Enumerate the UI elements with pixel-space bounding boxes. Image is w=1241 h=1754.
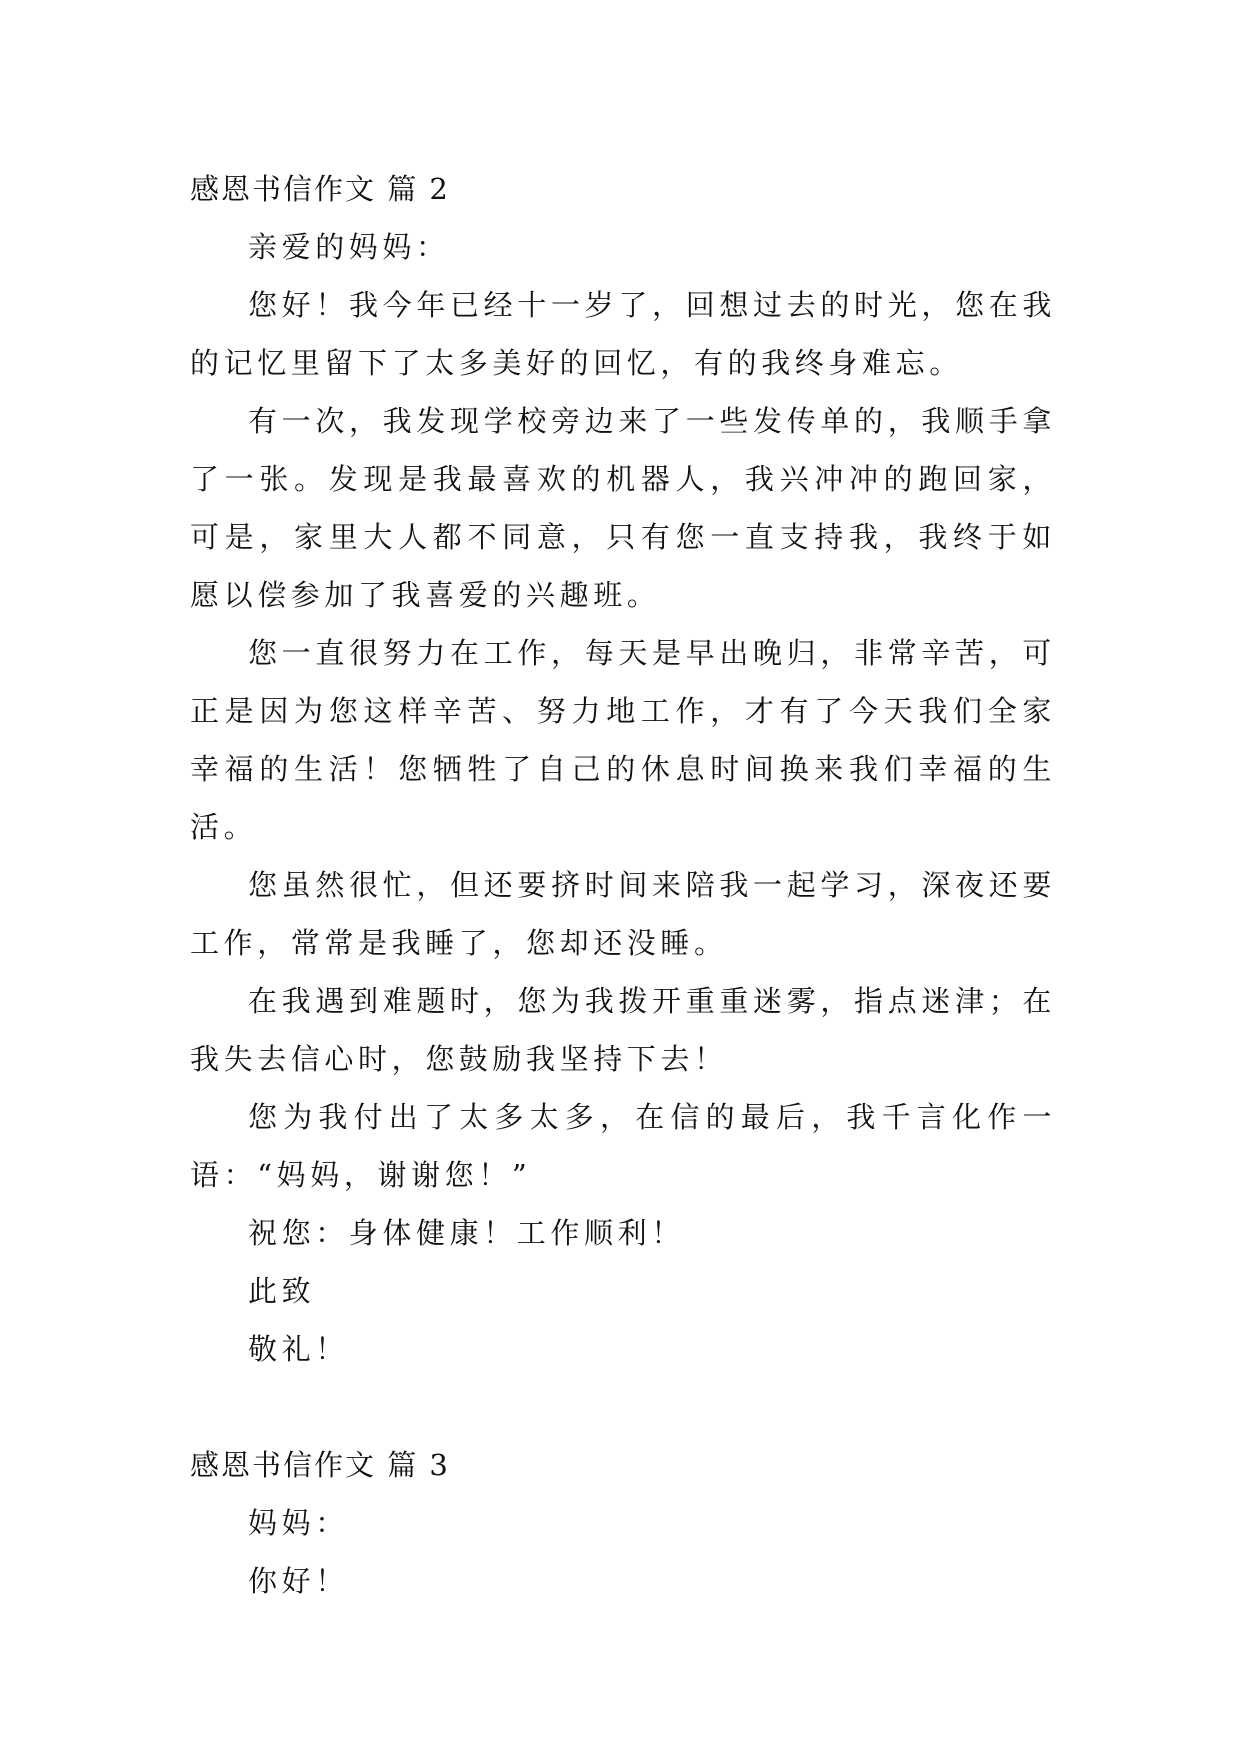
salutation-section-3: 妈妈： [248, 1506, 349, 1540]
paragraph-encouragement: 在我遇到难题时，您为我拨开重重迷雾，指点迷津；在我失去信心时，您鼓励我坚持下去！ [190, 984, 1056, 1076]
paragraph-wishes: 祝您：身体健康！工作顺利！ [248, 1216, 685, 1250]
salutation: 亲爱的妈妈： [248, 230, 450, 264]
paragraph-thanks: 您为我付出了太多太多，在信的最后，我千言化作一语：“妈妈，谢谢您！” [190, 1100, 1056, 1192]
paragraph-hard-work: 您一直很努力在工作，每天是早出晚归，非常辛苦，可正是因为您这样辛苦、努力地工作，才有了今天我们全家幸福的生活！您牺牲了自己的休息时间换来我们幸福的生活。 [190, 636, 1056, 844]
closing-jingli: 敬礼！ [248, 1332, 349, 1366]
closing-cizhi: 此致 [248, 1274, 316, 1308]
section-3-title: 感恩书信作文 篇 3 [190, 1448, 450, 1482]
document-page [190, 160, 1056, 1610]
section-gap [190, 1378, 1056, 1436]
paragraph-study-together: 您虽然很忙，但还要挤时间来陪我一起学习，深夜还要工作，常常是我睡了，您却还没睡。 [190, 868, 1056, 960]
paragraph-greeting: 您好！我今年已经十一岁了，回想过去的时光，您在我的记忆里留下了太多美好的回忆，有的我终身难忘。 [190, 288, 1056, 380]
greeting-section-3: 你好！ [248, 1564, 349, 1598]
section-3 [190, 1436, 1056, 1610]
section-2 [190, 160, 1056, 1378]
paragraph-robot-class: 有一次，我发现学校旁边来了一些发传单的，我顺手拿了一张。发现是我最喜欢的机器人，我兴冲冲的跑回家，可是，家里大人都不同意，只有您一直支持我，我终于如愿以偿参加了我喜爱的兴趣班。 [190, 404, 1056, 612]
section-2-title: 感恩书信作文 篇 2 [190, 172, 450, 206]
